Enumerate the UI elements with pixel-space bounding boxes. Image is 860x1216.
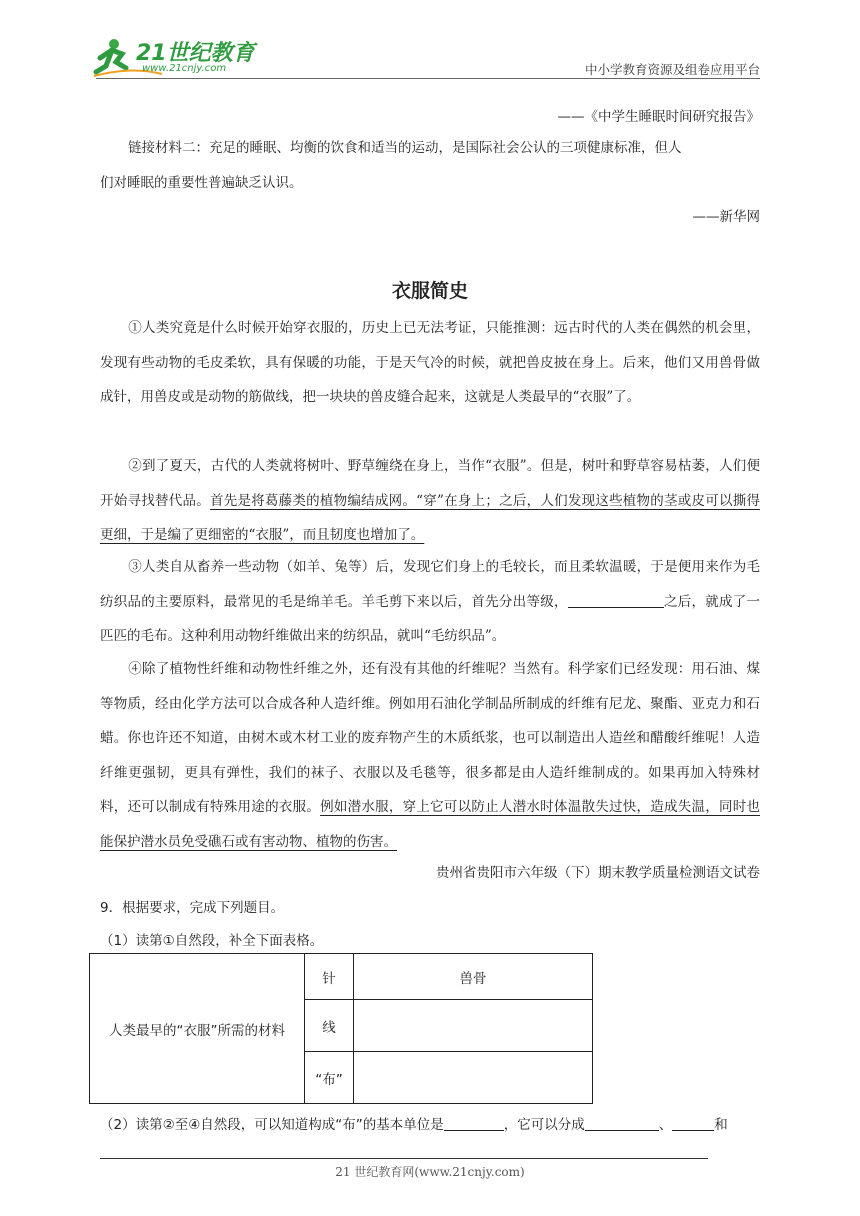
materials-table (89, 953, 593, 1104)
header-divider (96, 78, 760, 79)
table-value-thread[interactable] (354, 1000, 593, 1052)
table-label-cloth: “布” (305, 1052, 354, 1104)
question-9-2-text-a: （2）读第②至④自然段，可以知道构成“布”的基本单位是 (100, 1117, 444, 1133)
table-value-needle: 兽骨 (354, 954, 593, 1000)
site-logo (92, 36, 262, 80)
paragraph-4 (100, 652, 760, 859)
table-label-needle: 针 (305, 954, 354, 1000)
answer-blank-unit[interactable] (444, 1112, 504, 1131)
question-9-2 (100, 1112, 760, 1133)
table-value-cloth[interactable] (354, 1052, 593, 1104)
link-material-2 (100, 131, 760, 200)
paragraph-3 (100, 550, 760, 654)
question-9-1: （1）读第①自然段，补全下面表格。 (100, 933, 324, 949)
answer-blank-type1[interactable] (585, 1112, 659, 1131)
link-material-2-line1: 链接材料二：充足的睡眠、均衡的饮食和适当的运动，是国际社会公认的三项健康标准，但人 (128, 140, 682, 156)
article-source: 贵州省贵阳市六年级（下）期末教学质量检测语文试卷 (436, 865, 760, 881)
article-title: 衣服简史 (391, 280, 468, 302)
table-row-header: 人类最早的“衣服”所需的材料 (90, 954, 305, 1104)
paragraph-3-text-a: ③人类自从畜养一些动物（如羊、兔等）后，发现它们身上的毛较长，而且柔软温暖，于是便用来作为毛纺织品的主要原料，最常见的毛是绵羊毛。羊毛剪下来以后，首先分出等级， (100, 559, 760, 610)
paragraph-1-text: ①人类究竟是什么时候开始穿衣服的，历史上已无法考证，只能推测：远古时代的人类在偶然的机会里，发现有些动物的毛皮柔软，具有保暖的功能，于是天气冷的时候，就把兽皮披在身上。后来，他们又用兽骨做成针，用兽皮或是动物的筋做线，把一块块的兽皮缝合起来，这就是人类最早的“衣服”了。 (100, 320, 760, 405)
logo-text: 21世纪教育 (136, 41, 255, 66)
platform-name: 中小学教育资源及组卷应用平台 (584, 62, 760, 77)
paragraph-2 (100, 449, 760, 553)
paragraph-2-text: ②到了夏天，古代的人类就将树叶、野草缠绕在身上，当作“衣服”。但是，树叶和野草容易枯萎，人们便开始寻找替代品。 (100, 458, 760, 509)
paragraph-3-text-b: 之后，就成了一匹匹的毛布。这种利用动物纤维做出来的纺织品，就叫“毛纺织品”。 (100, 593, 761, 644)
question-9-2-text-b: ，它可以分成 (503, 1117, 585, 1133)
paragraph-4-text: ④除了植物性纤维和动物性纤维之外，还有没有其他的纤维呢？当然有。科学家们已经发现：用石油、煤等物质，经由化学方法可以合成各种人造纤维。例如用石油化学制品所制成的纤维有尼龙、聚酯、亚克力和石蜡。你也许还不知道，由树木或木材工业的废弃物产生的木质纸浆，也可以制造出人造丝和醋酸纤维呢！人造纤维更强韧，更具有弹性，我们的袜子、衣服以及毛毯等，很多都是由人造纤维制成的。如果再加入特殊材料，还可以制成有特殊用途的衣服。 (100, 661, 760, 815)
footer-text: 21 世纪教育网(www.21cnjy.com) (335, 1165, 525, 1179)
link-material-2-line2: 们对睡眠的重要性普遍缺乏认识。 (100, 174, 303, 191)
question-9: 9．根据要求，完成下列题目。 (100, 900, 285, 916)
logo-url: www.21cnjy.com (142, 63, 227, 74)
table-label-thread: 线 (305, 1000, 354, 1052)
answer-blank[interactable] (568, 589, 664, 608)
paragraph-2-underlined: 首先是将葛藤类的植物编结成网。“穿”在身上；之后，人们发现这些植物的茎或皮可以撕得更细，于是编了更细密的“衣服”，而且韧度也增加了。 (100, 492, 760, 543)
question-9-2-text-c: 、 (658, 1117, 673, 1133)
paragraph-4-underlined: 例如潜水服，穿上它可以防止人潜水时体温散失过快，造成失温，同时也能保护潜水员免受礁石或有害动物、植物的伤害。 (100, 799, 761, 850)
source-citation-2: ——新华网 (692, 209, 760, 225)
answer-blank-type2[interactable] (672, 1112, 714, 1131)
question-9-2-text-d: 和 (714, 1117, 728, 1133)
source-citation-1: ——《中学生睡眠时间研究报告》 (557, 109, 760, 125)
paragraph-1 (100, 311, 760, 415)
footer-divider (100, 1158, 708, 1159)
